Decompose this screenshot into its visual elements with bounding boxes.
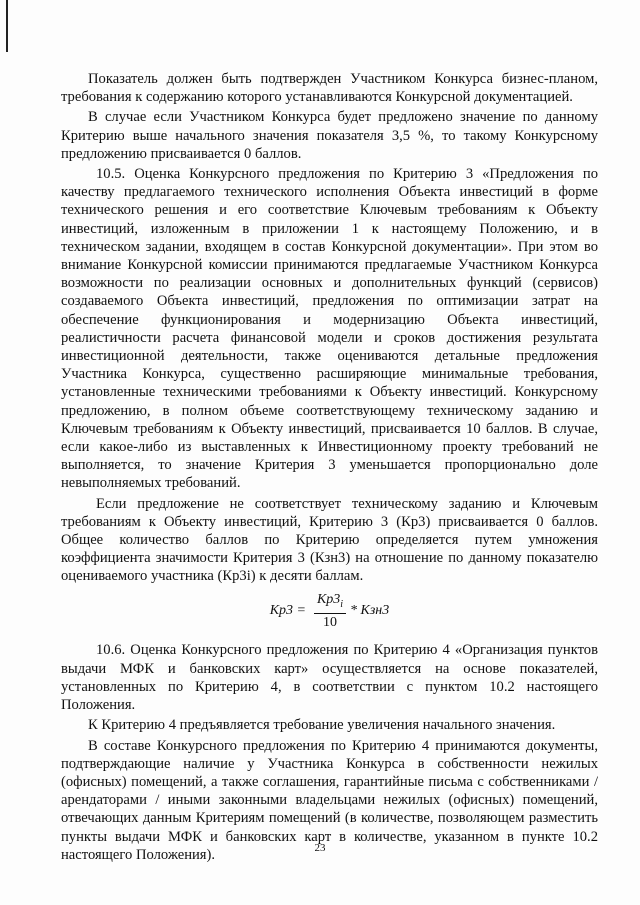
formula-numerator: $Кр3_i$ <box>314 592 346 615</box>
paragraph-criterion-3-scoring: Если предложение не соответствует техническому заданию и Ключевым требованиям к Объекту инвестиций, Критерию 3 (Кр3) присваивается 0 баллов. Общее количество баллов по Критерию определяется путем умножения коэффициента значимости Критерия 3 (Кзн3) на отношение по данному показателю оцениваемого участника (Кр3i) к десяти баллам. <box>61 495 598 585</box>
formula-lhs: Кр3 = <box>269 603 306 619</box>
paragraph-criterion-4-documents: В составе Конкурсного предложения по Критерию 4 принимаются документы, подтверждающие наличие у Участника Конкурса в собственности нежилых (офисных) помещений, а также соглашения, гарантийные письма с собственниками / арендаторами / иными законными владельцами нежилых (офисных) помещений, отвечающих данным Критериям помещений (в количестве, позволяющем разместить пункты выдачи МФК и банковских карт в количестве, указанном в пункте 10.2 настоящего Положения). <box>61 737 598 863</box>
document-body <box>61 70 598 864</box>
paragraph-business-plan: Показатель должен быть подтвержден Участником Конкурса бизнес-планом, требования к содержанию которого устанавливаются Конкурсной документацией. <box>61 71 598 106</box>
page-number: 23 <box>314 842 326 854</box>
paragraph-criterion-4-requirement: К Критерию 4 предъявляется требование увеличения начального значения. <box>88 717 556 734</box>
paragraph-criterion-4: 10.6. Оценка Конкурсного предложения по Критерию 4 «Организация пунктов выдачи МФК и банковских карт» осуществляется на основе показателей, установленных по Критерию 4, в соответствии с пунктом 10.2 настоящего Положения. <box>61 642 598 714</box>
criterion-3-formula <box>61 592 598 632</box>
paragraph-criterion-3: 10.5. Оценка Конкурсного предложения по Критерию 3 «Предложения по качеству предлагаемого технического исполнения Объекта инвестиций в форме технического решения и его соответствие Ключевым требованиям к Объекту инвестиций, изложенным в приложении 1 к настоящему Положению, и в техническом задании, входящем в состав Конкурсной документации». При этом во внимание Конкурсной комиссии принимаются предлагаемые Участником Конкурса возможности по реализации основных и дополнительных функций (сервисов) создаваемого Объекта инвестиций, предложения по оптимизации затрат на обеспечение функционирования и модернизацию Объекта инвестиций, реалистичности расчета финансовой модели и сроков достижения результата инвестиционной деятельности, также оцениваются детальные предложения Участника Конкурса, существенно расширяющие минимальные требования, установленные техническими требованиями к Объекту инвестиций. Конкурсному предложению, в полном объеме соответствующему техническому заданию и Ключевым требованиям к Объекту инвестиций, присваивается 10 баллов. В случае, если какое-либо из выставленных к Инвестиционному проекту требований не выполняется, то значение Критерия 3 уменьшается пропорционально доле невыполняемых требований. <box>61 166 598 492</box>
formula-denominator: 10 <box>323 615 337 631</box>
paragraph-initial-value: В случае если Участником Конкурса будет предложено значение по данному Критерию выше начального значения показателя 3,5 %, то такому Конкурсному предложению присваивается 0 баллов. <box>61 109 598 162</box>
formula-fraction <box>314 592 346 632</box>
formula-rhs: * Кзн3 <box>350 603 390 619</box>
scan-edge-mark <box>6 0 8 52</box>
